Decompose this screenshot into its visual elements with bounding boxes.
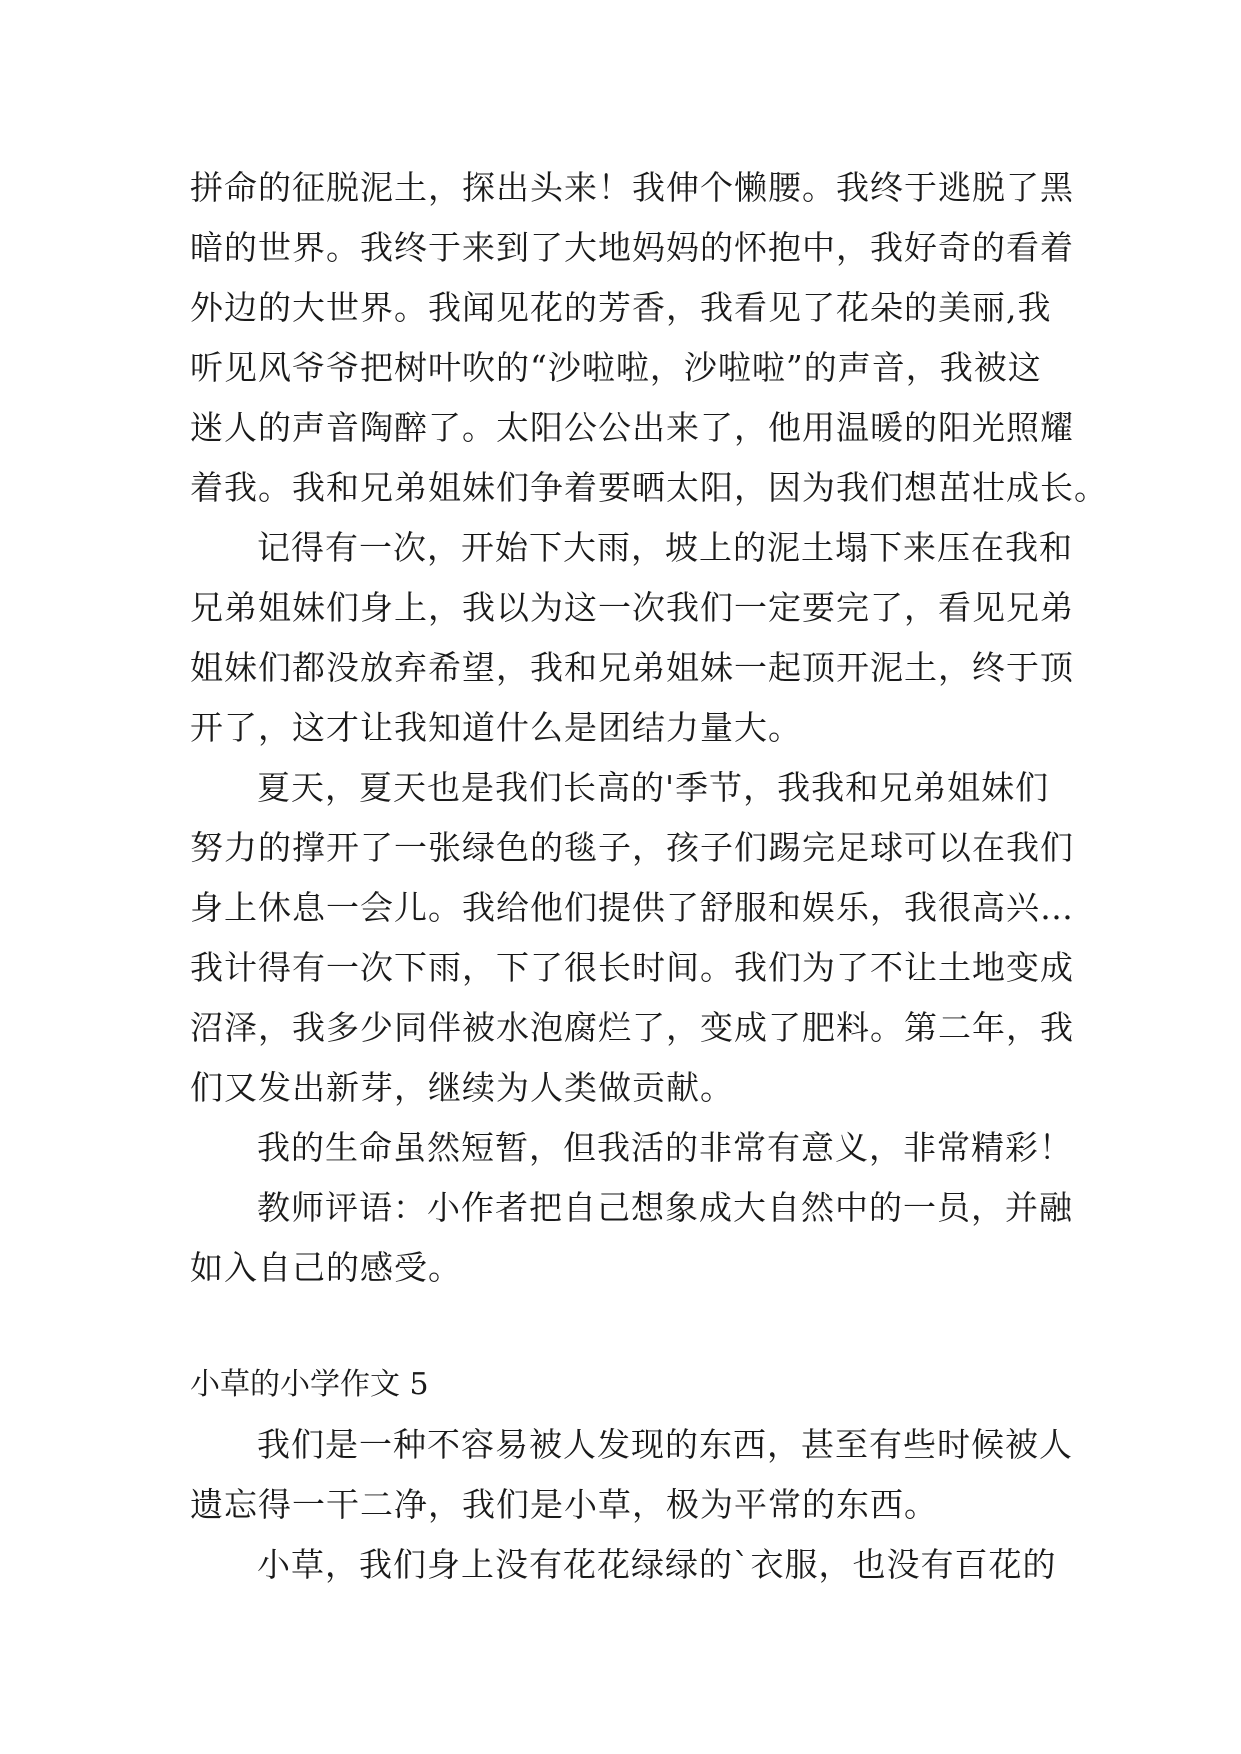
- text-line: 身上休息一会儿。我给他们提供了舒服和娱乐，我很高兴…: [190, 888, 1074, 927]
- text-line: 们又发出新芽，继续为人类做贡献。: [190, 1068, 734, 1107]
- paragraph-first-line: 小草，我们身上没有花花绿绿的`衣服，也没有百花的: [257, 1545, 1057, 1584]
- text-line: 拼命的征脱泥土，探出头来！我伸个懒腰。我终于逃脱了黑: [190, 168, 1074, 207]
- text-line: 姐妹们都没放弃希望，我和兄弟姐妹一起顶开泥土，终于顶: [190, 648, 1074, 687]
- text-line: 暗的世界。我终于来到了大地妈妈的怀抱中，我好奇的看着: [190, 228, 1074, 267]
- text-line: 努力的撑开了一张绿色的毯子，孩子们踢完足球可以在我们: [190, 828, 1074, 867]
- text-line: 遗忘得一干二净，我们是小草，极为平常的东西。: [190, 1485, 938, 1524]
- text-line: 迷人的声音陶醉了。太阳公公出来了，他用温暖的阳光照耀: [190, 408, 1074, 447]
- paragraph-first-line: 我的生命虽然短暂，但我活的非常有意义，非常精彩！: [257, 1128, 1073, 1167]
- paragraph-first-line: 我们是一种不容易被人发现的东西，甚至有些时候被人: [257, 1425, 1073, 1464]
- text-line: 开了，这才让我知道什么是团结力量大。: [190, 708, 802, 747]
- paragraph-first-line: 记得有一次，开始下大雨，坡上的泥土塌下来压在我和: [257, 528, 1073, 567]
- text-line: 听见风爷爷把树叶吹的“沙啦啦，沙啦啦”的声音，我被这: [190, 348, 1042, 387]
- paragraph-first-line: 夏天，夏天也是我们长高的'季节，我我和兄弟姐妹们: [257, 768, 1050, 807]
- text-line: 我计得有一次下雨，下了很长时间。我们为了不让土地变成: [190, 948, 1074, 987]
- teacher-comment: 教师评语：小作者把自己想象成大自然中的一员，并融: [257, 1188, 1073, 1227]
- text-line: 兄弟姐妹们身上，我以为这一次我们一定要完了，看见兄弟: [190, 588, 1074, 627]
- text-line: 外边的大世界。我闻见花的芳香，我看见了花朵的美丽,我: [190, 288, 1052, 327]
- text-line: 如入自己的感受。: [190, 1248, 462, 1287]
- text-line: 着我。我和兄弟姐妹们争着要晒太阳，因为我们想茁壮成长。: [190, 468, 1108, 507]
- section-heading: 小草的小学作文 5: [190, 1367, 429, 1402]
- text-line: 沼泽，我多少同伴被水泡腐烂了，变成了肥料。第二年，我: [190, 1008, 1074, 1047]
